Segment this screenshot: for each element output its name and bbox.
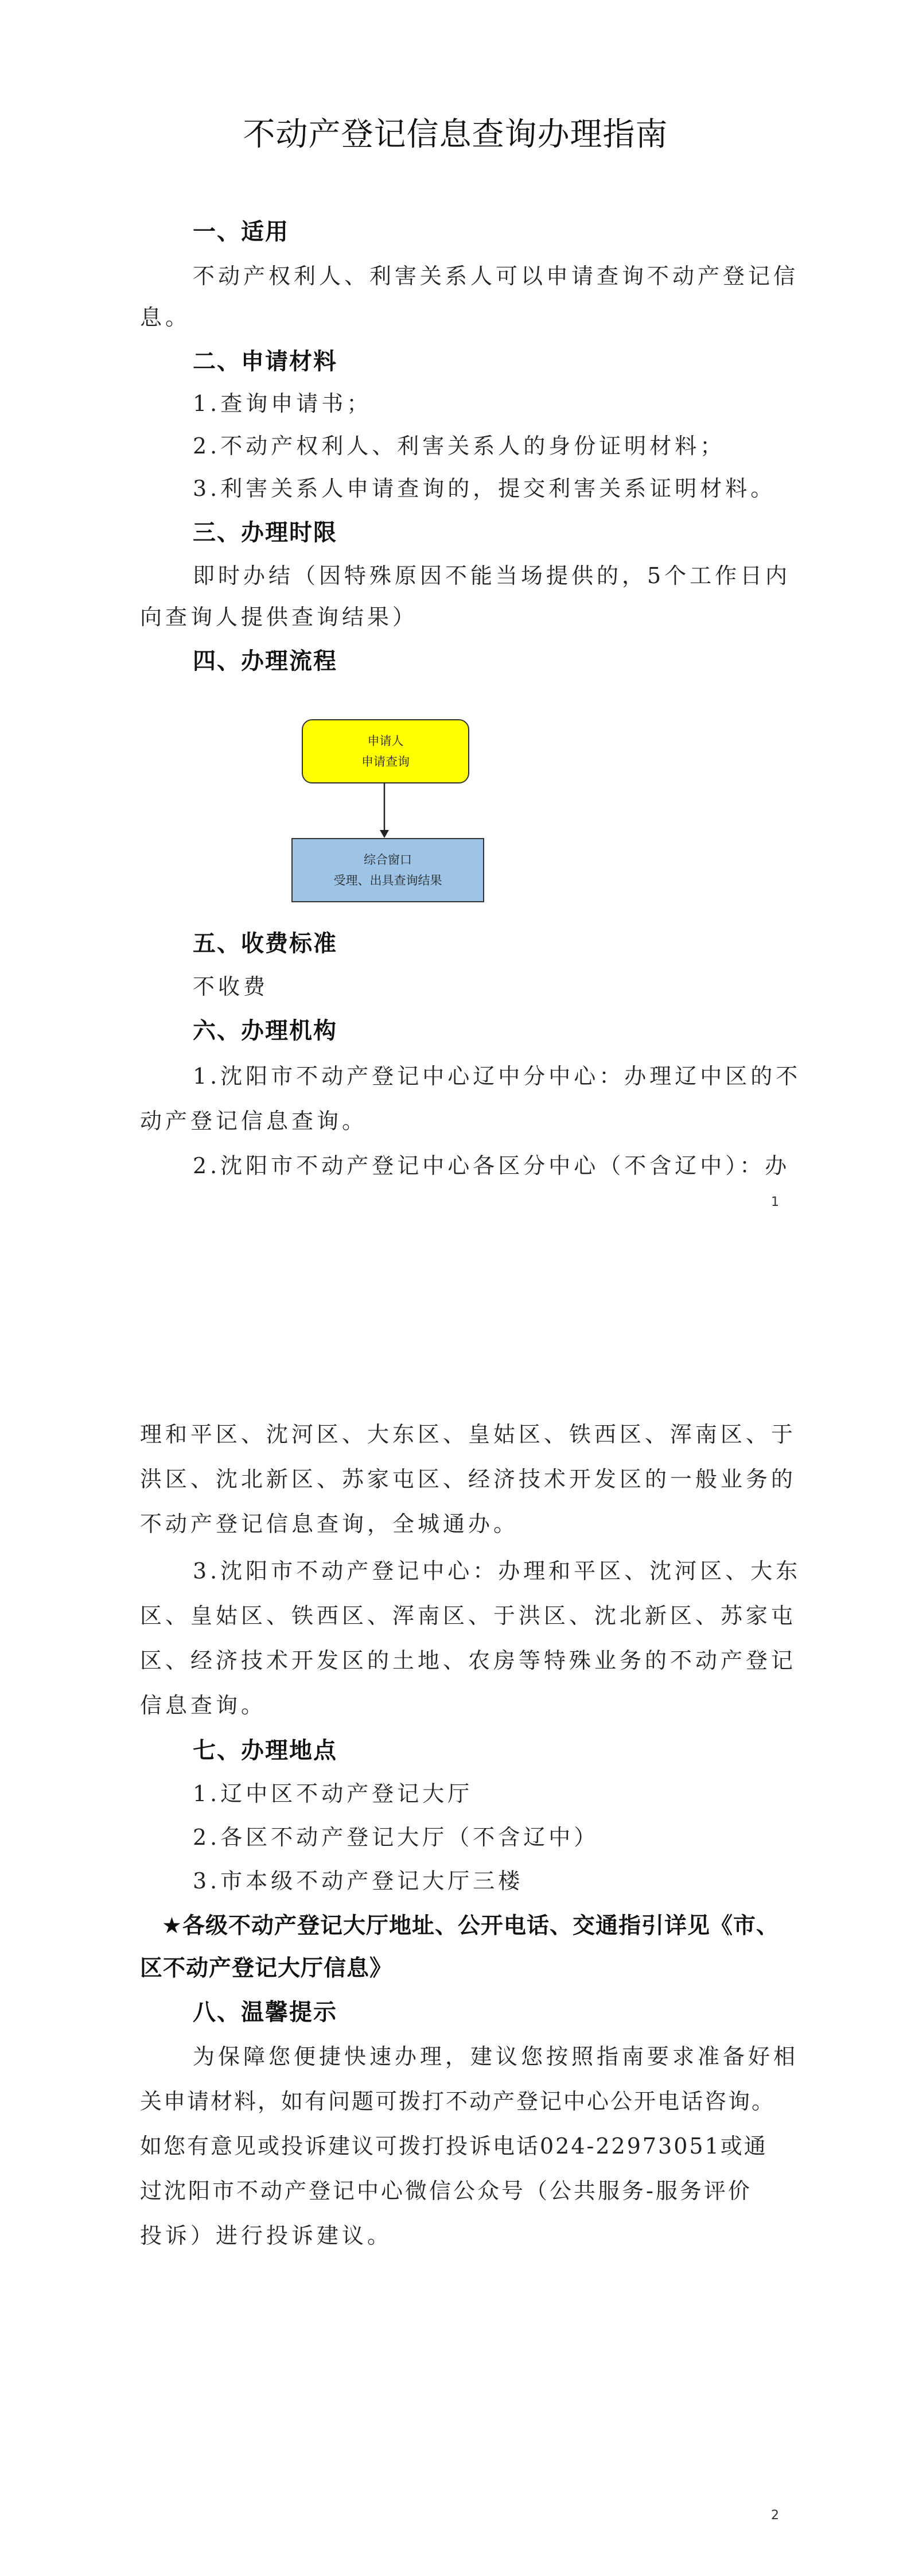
applicability-text-line1: 不动产权利人、利害关系人可以申请查询不动产登记信	[193, 263, 799, 289]
location-item-1: 1.辽中区不动产登记大厅	[193, 1781, 473, 1806]
agency-3-line3: 区、经济技术开发区的土地、农房等特殊业务的不动产登记	[140, 1648, 797, 1673]
time-limit-text-line1: 即时办结（因特殊原因不能当场提供的，5个工作日内	[193, 563, 791, 588]
agency-3-line2: 区、皇姑区、铁西区、浑南区、于洪区、沈北新区、苏家屯	[140, 1603, 797, 1628]
tips-line2: 关申请材料，如有问题可拨打不动产登记中心公开电话咨询。	[140, 2089, 776, 2114]
page-number-1: 1	[771, 1195, 779, 1209]
location-note-line2: 区不动产登记大厅信息》	[140, 1956, 393, 1981]
materials-item-3: 3.利害关系人申请查询的，提交利害关系证明材料。	[193, 476, 776, 501]
agency-1-line1: 1.沈阳市不动产登记中心辽中分中心：办理辽中区的不	[193, 1064, 801, 1089]
flow-step-apply-line2: 申请查询	[361, 755, 410, 769]
materials-item-1: 1.查询申请书；	[193, 391, 372, 416]
fees-text: 不收费	[193, 974, 269, 999]
page-2	[0, 1251, 911, 2576]
time-limit-text-line2: 向查询人提供查询结果）	[140, 604, 418, 630]
tips-line3: 如您有意见或投诉建议可拨打投诉电话024-22973051或通	[140, 2133, 768, 2159]
flow-step-window-line2: 受理、出具查询结果	[333, 874, 442, 887]
heading-applicability: 一、适用	[193, 219, 289, 245]
heading-materials: 二、申请材料	[193, 348, 337, 375]
heading-tips: 八、温馨提示	[193, 1999, 337, 2026]
tips-line5: 投诉）进行投诉建议。	[140, 2223, 393, 2248]
agency-2-line3: 洪区、沈北新区、苏家屯区、经济技术开发区的一般业务的	[140, 1467, 797, 1492]
heading-process: 四、办理流程	[193, 648, 337, 674]
flow-step-apply	[302, 719, 469, 783]
document-title: 不动产登记信息查询办理指南	[243, 116, 668, 153]
heading-agencies: 六、办理机构	[193, 1018, 337, 1044]
agency-2-line4: 不动产登记信息查询，全城通办。	[140, 1511, 519, 1537]
heading-fees: 五、收费标准	[193, 930, 337, 957]
page-1	[0, 0, 911, 1251]
agency-2-line1: 2.沈阳市不动产登记中心各区分中心（不含辽中）：办	[193, 1153, 791, 1178]
applicability-text-line2: 息。	[140, 305, 191, 330]
flow-step-window	[291, 838, 484, 902]
heading-time-limit: 三、办理时限	[193, 519, 337, 546]
tips-line1: 为保障您便捷快速办理，建议您按照指南要求准备好相	[193, 2044, 799, 2069]
tips-line4: 过沈阳市不动产登记中心微信公众号（公共服务-服务评价	[140, 2178, 752, 2203]
agency-1-line2: 动产登记信息查询。	[140, 1108, 368, 1134]
flow-step-apply-line1: 申请人	[367, 734, 404, 748]
agency-2-line2: 理和平区、沈河区、大东区、皇姑区、铁西区、浑南区、于	[140, 1422, 797, 1447]
page-number-2: 2	[771, 2508, 779, 2523]
location-item-3: 3.市本级不动产登记大厅三楼	[193, 1868, 524, 1894]
flow-step-window-line1: 综合窗口	[364, 853, 412, 867]
materials-item-2: 2.不动产权利人、利害关系人的身份证明材料；	[193, 433, 726, 459]
location-note-line1: ★各级不动产登记大厅地址、公开电话、交通指引详见《市、	[162, 1913, 779, 1939]
heading-locations: 七、办理地点	[193, 1737, 337, 1764]
agency-3-line4: 信息查询。	[140, 1693, 267, 1718]
location-item-2: 2.各区不动产登记大厅（不含辽中）	[193, 1825, 599, 1850]
agency-3-line1: 3.沈阳市不动产登记中心：办理和平区、沈河区、大东	[193, 1558, 801, 1584]
